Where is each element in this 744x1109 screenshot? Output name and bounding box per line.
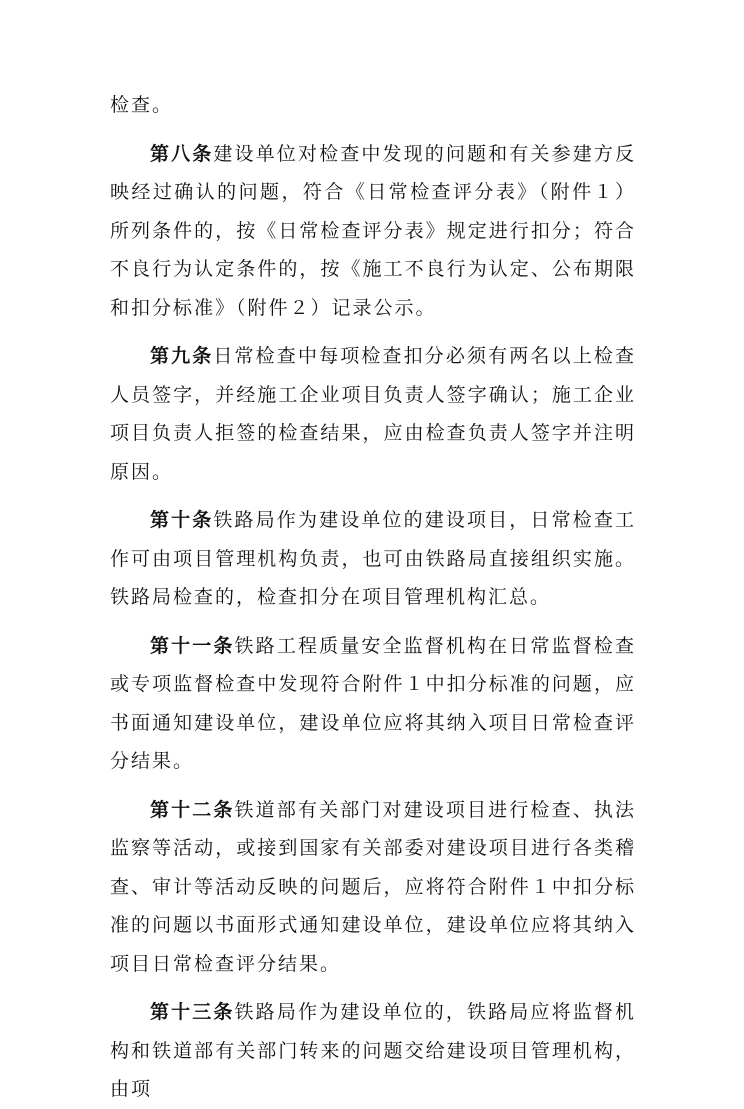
article-8-number: 第八条 <box>150 142 214 165</box>
article-8-text: 建设单位对检查中发现的问题和有关参建方反映经过确认的问题，符合《日常检查评分表》（附件１）所列条件的，按《日常检查评分表》规定进行扣分；符合不良行为认定条件的，按《施工不良行为认定、公布期限和扣分标准》（附件２）记录公示。 <box>110 142 636 319</box>
article-10-text: 铁路局作为建设单位的建设项目，日常检查工作可由项目管理机构负责，也可由铁路局直接组织实施。铁路局检查的，检查扣分在项目管理机构汇总。 <box>110 509 636 608</box>
paragraph-continuation <box>110 86 636 125</box>
article-8-paragraph <box>110 135 636 328</box>
article-12-paragraph <box>110 791 636 984</box>
article-11-number: 第十一条 <box>150 634 235 657</box>
paragraph-text: 检查。 <box>110 94 174 116</box>
article-12-text: 铁道部有关部门对建设项目进行检查、执法监察等活动，或接到国家有关部委对建设项目进行各类稽查、审计等活动反映的问题后，应将符合附件１中扣分标准的问题以书面形式通知建设单位，建设单位应将其纳入项目日常检查评分结果。 <box>110 798 636 975</box>
article-10-number: 第十条 <box>150 509 214 531</box>
article-10-paragraph <box>110 501 636 617</box>
article-11-text: 铁路工程质量安全监督机构在日常监督检查或专项监督检查中发现符合附件１中扣分标准的问题，应书面通知建设单位，建设单位应将其纳入项目日常检查评分结果。 <box>110 634 636 772</box>
article-12-number: 第十二条 <box>150 798 235 821</box>
article-9-text: 日常检查中每项检查扣分必须有两名以上检查人员签字，并经施工企业项目负责人签字确认；施工企业项目负责人拒签的检查结果，应由检查负责人签字并注明原因。 <box>110 345 636 483</box>
article-13-paragraph <box>110 993 636 1109</box>
article-9-number: 第九条 <box>150 345 214 367</box>
document-body <box>110 86 636 1109</box>
article-9-paragraph <box>110 337 636 491</box>
article-13-number: 第十三条 <box>150 1001 235 1023</box>
article-13-text: 铁路局作为建设单位的，铁路局应将监督机构和铁道部有关部门转来的问题交给建设项目管理机构，由项 <box>110 1001 636 1100</box>
article-11-paragraph <box>110 627 636 781</box>
